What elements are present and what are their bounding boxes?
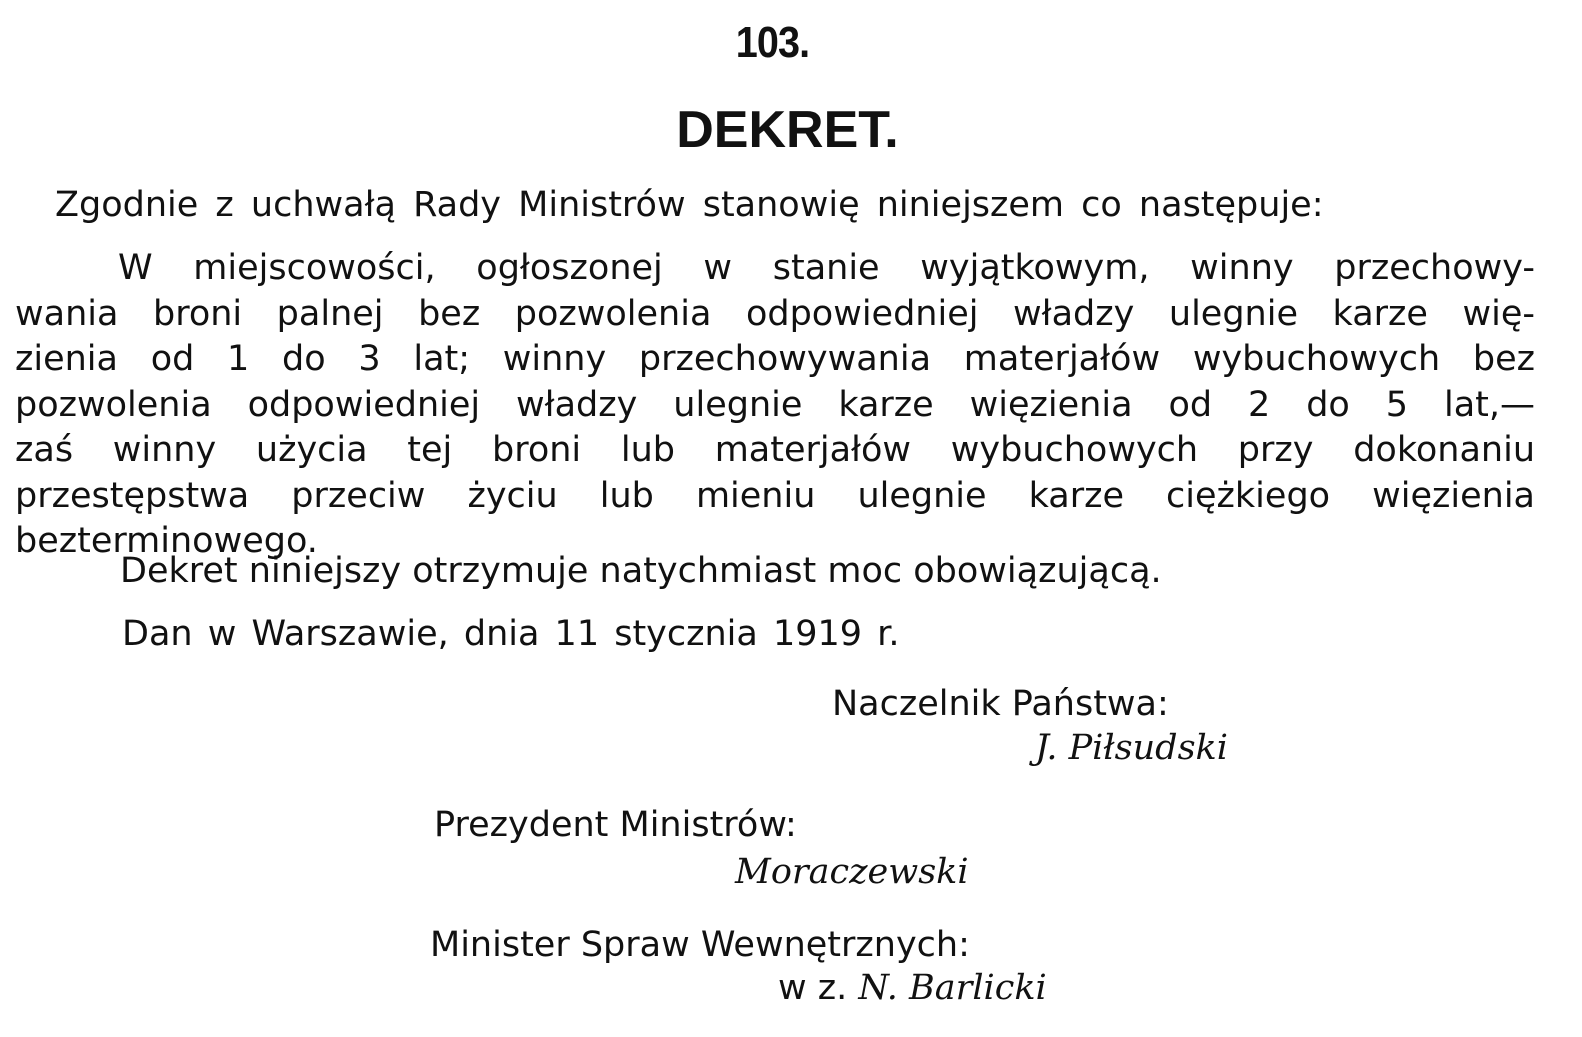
signatory-name-head-of-state xyxy=(1035,728,1228,768)
closing-paragraph: Dekret niniejszy otrzymuje natychmiast moc obowiązującą. xyxy=(120,551,1162,591)
document-title: DEKRET. xyxy=(676,101,899,159)
body-line: bezterminowego. xyxy=(15,521,318,561)
body-line: przestępstwa przeciw życiu lub mieniu ulegnie karze ciężkiego więzienia xyxy=(15,475,1535,516)
signatory-name-interior-minister xyxy=(778,968,1047,1008)
signatory-name-text: N. Barlicki xyxy=(858,968,1047,1008)
signatory-title-interior-minister: Minister Spraw Wewnętrznych: xyxy=(430,925,970,965)
signatory-prefix: w z. xyxy=(778,968,859,1008)
body-line: zienia od 1 do 3 lat; winny przechowywania materjałów wybuchowych bez xyxy=(15,339,1535,379)
signatory-name-text: Moraczewski xyxy=(735,852,969,892)
signatory-name-prime-minister xyxy=(735,852,969,892)
decree-body xyxy=(15,246,1535,565)
body-line: wania broni palnej bez pozwolenia odpowiedniej władzy ulegnie karze wię- xyxy=(15,293,1535,334)
decree-number: 103. xyxy=(735,18,810,67)
intro-paragraph: Zgodnie z uchwałą Rady Ministrów stanowię niniejszem co następuje: xyxy=(55,185,1324,225)
body-line: zaś winny użycia tej broni lub materjałów wybuchowych przy dokonaniu xyxy=(15,430,1535,470)
body-line: W miejscowości, ogłoszonej w stanie wyjątkowym, winny przechowy- xyxy=(118,248,1535,288)
date-line: Dan w Warszawie, dnia 11 stycznia 1919 r. xyxy=(122,614,900,654)
body-line: pozwolenia odpowiedniej władzy ulegnie karze więzienia od 2 do 5 lat,— xyxy=(15,384,1535,425)
signatory-title-prime-minister: Prezydent Ministrów: xyxy=(434,805,797,845)
signatory-title-head-of-state: Naczelnik Państwa: xyxy=(832,684,1169,724)
signatory-name-text: J. Piłsudski xyxy=(1035,728,1228,768)
